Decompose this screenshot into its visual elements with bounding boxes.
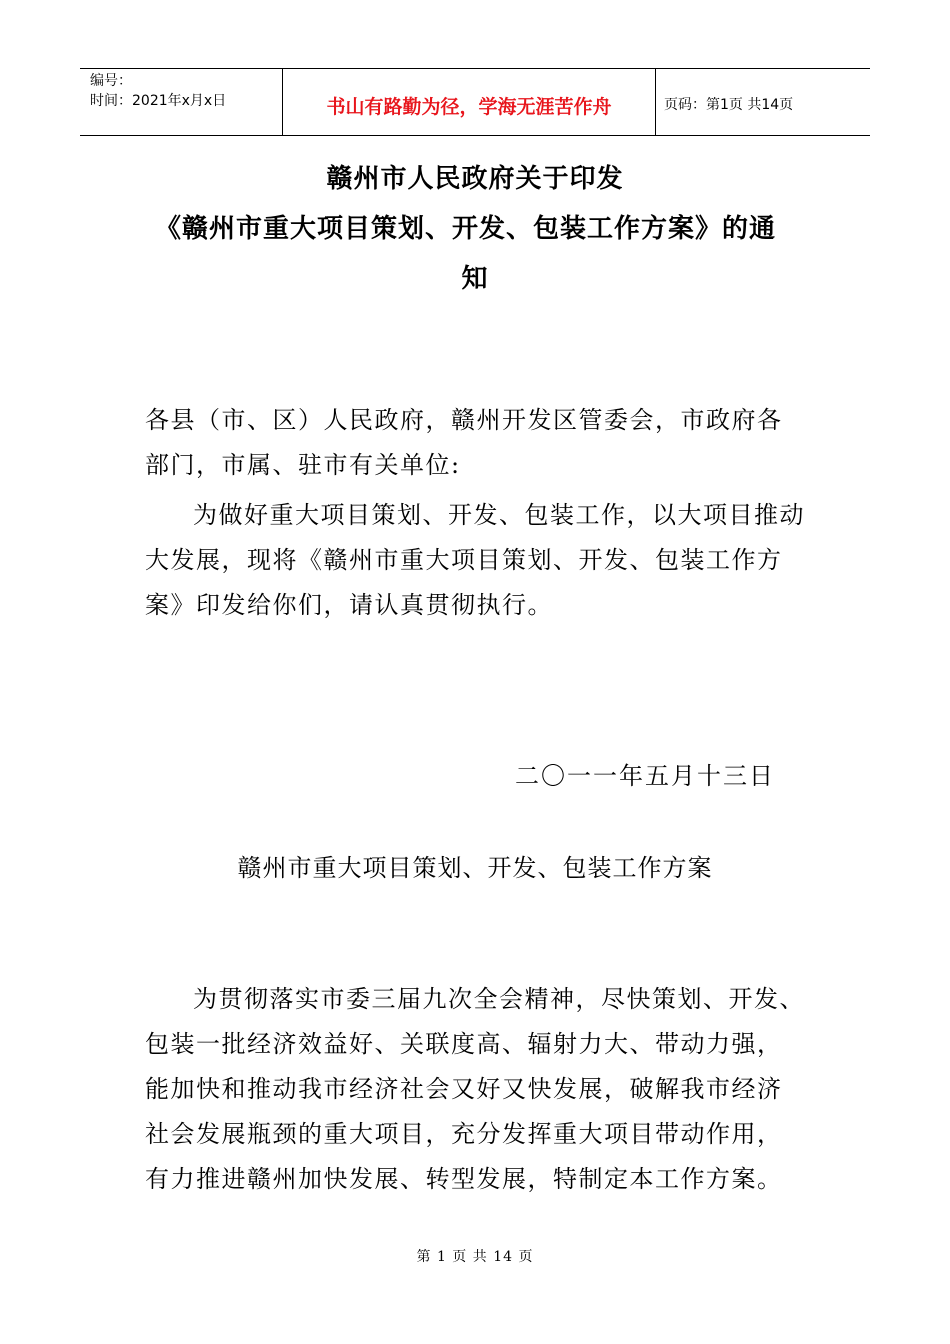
header-page-info: 页码：第1页 共14页 [664,97,794,113]
serial-label: 编号： [90,73,132,89]
document-header [80,68,870,136]
plan-body [145,977,815,1202]
plan-body-line: 社会发展瓶颈的重大项目，充分发挥重大项目带动作用， [145,1120,783,1148]
notice-body-line: 为做好重大项目策划、开发、包装工作，以大项目推动 [193,501,805,529]
notice-body-line: 案》印发给你们，请认真贯彻执行。 [145,591,553,619]
addressee [145,398,815,488]
notice-body-line: 大发展，现将《赣州市重大项目策划、开发、包装工作方 [145,546,783,574]
title-line-1: 赣州市人民政府关于印发 [326,164,624,194]
addressee-line: 部门，市属、驻市有关单位: [145,451,461,479]
plan-title: 赣州市重大项目策划、开发、包装工作方案 [237,854,713,882]
header-page-cell [656,69,870,135]
plan-body-line: 能加快和推动我市经济社会又好又快发展，破解我市经济 [145,1075,783,1103]
plan-body-line: 有力推进赣州加快发展、转型发展，特制定本工作方案。 [145,1165,783,1193]
page-footer: 第 1 页 共 14 页 [416,1249,534,1265]
header-motto-cell [282,69,656,135]
plan-body-line: 为贯彻落实市委三届九次全会精神，尽快策划、开发、 [193,985,805,1013]
time-label: 时间：2021年x月x日 [90,93,227,109]
addressee-line: 各县（市、区）人民政府，赣州开发区管委会，市政府各 [145,406,783,434]
header-motto: 书山有路勤为径，学海无涯苦作舟 [326,95,612,118]
notice-body [145,493,815,628]
title-line-3: 知 [461,264,489,294]
header-meta [80,69,282,135]
notice-date: 二〇一一年五月十三日 [515,762,775,790]
plan-body-line: 包装一批经济效益好、关联度高、辐射力大、带动力强， [145,1030,783,1058]
title-line-2: 《赣州市重大项目策划、开发、包装工作方案》的通 [155,214,777,244]
